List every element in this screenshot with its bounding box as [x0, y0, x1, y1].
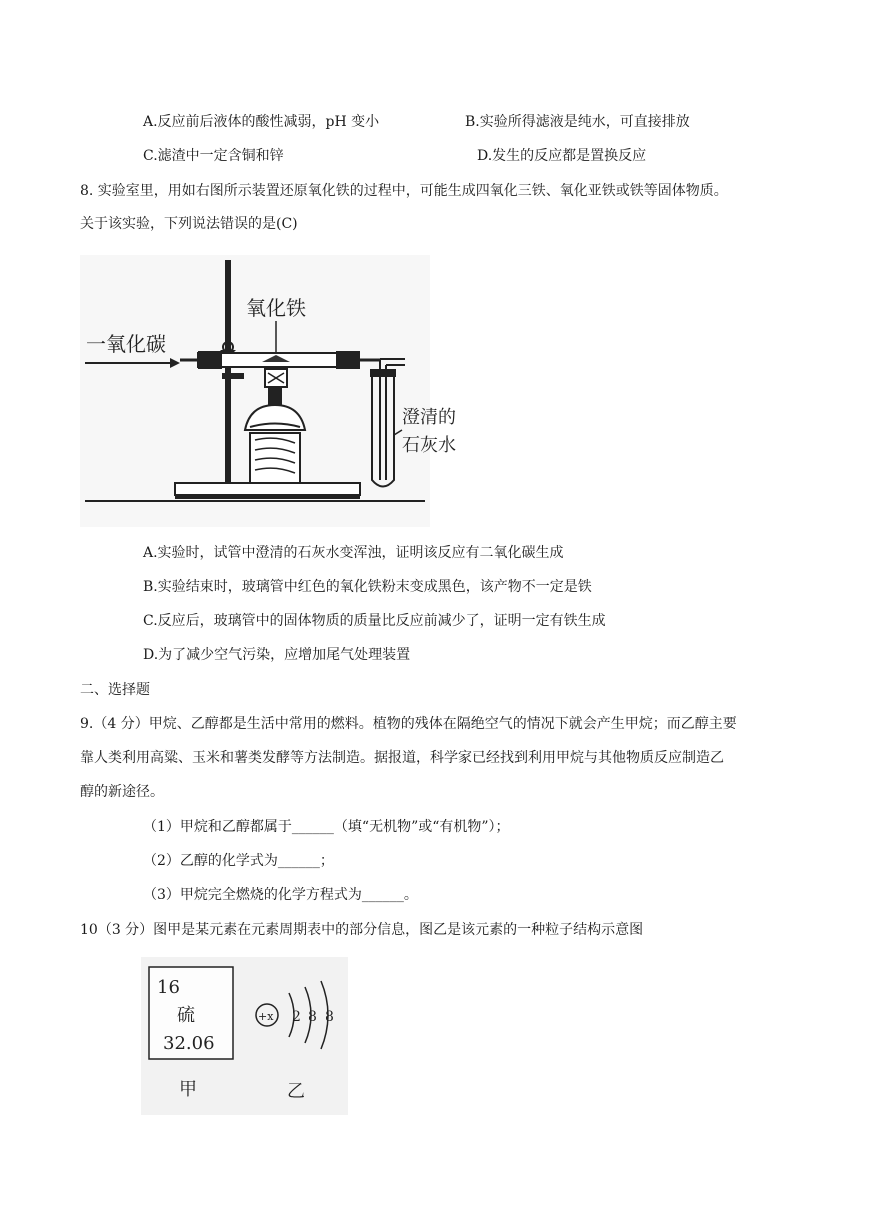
q9-stem-line1: 9.（4 分）甲烷、乙醇都是生活中常用的燃料。植物的残体在隔绝空气的情况下就会产生甲烷；而乙醇主要 [80, 716, 737, 732]
q8-option-a: A.实验时，试管中澄清的石灰水变浑浊，证明该反应有二氧化碳生成 [143, 545, 564, 561]
atomic-mass: 32.06 [163, 1033, 215, 1054]
label-carbon-monoxide: 一氧化碳 [86, 332, 166, 356]
q8-option-d: D.为了减少空气污染，应增加尾气处理装置 [143, 647, 411, 663]
q9-sub1: （1）甲烷和乙醇都属于______（填“无机物”或“有机物”）； [143, 819, 510, 835]
q7-option-a: A.反应前后液体的酸性减弱，pH 变小 [143, 114, 380, 130]
q7-option-b: B.实验所得滤液是纯水，可直接排放 [465, 114, 690, 130]
label-limewater-1: 澄清的 [402, 407, 456, 428]
label-iron-oxide: 氧化铁 [246, 296, 306, 320]
q8-option-c: C.反应后，玻璃管中的固体物质的质量比反应前减少了，证明一定有铁生成 [143, 613, 606, 629]
q9-stem-line3: 醇的新途径。 [80, 784, 164, 800]
atomic-number: 16 [157, 977, 180, 998]
q8-stem-line1: 8. 实验室里，用如右图所示装置还原氧化铁的过程中，可能生成四氧化三铁、氧化亚铁或铁等固体物质。 [80, 183, 728, 199]
shell-3-electrons: 8 [325, 1009, 334, 1025]
q9-sub2: （2）乙醇的化学式为______； [143, 853, 334, 869]
q8-option-b: B.实验结束时，玻璃管中红色的氧化铁粉末变成黑色，该产物不一定是铁 [143, 579, 592, 595]
q7-option-d: D.发生的反应都是置换反应 [477, 148, 647, 164]
q9-stem-line2: 靠人类利用高粱、玉米和薯类发酵等方法制造。据报道，科学家已经找到利用甲烷与其他物质反应制造乙 [80, 750, 724, 766]
reduction-apparatus-figure [80, 255, 456, 527]
label-limewater-2: 石灰水 [402, 435, 456, 456]
sulfur-element-figure [141, 957, 348, 1115]
shell-2-electrons: 8 [308, 1009, 317, 1025]
shell-1-electrons: 2 [292, 1009, 301, 1025]
q9-sub3: （3）甲烷完全燃烧的化学方程式为______。 [143, 887, 418, 903]
element-name: 硫 [177, 1005, 195, 1026]
nucleus-charge: +x [258, 1010, 274, 1023]
caption-jia: 甲 [179, 1079, 197, 1100]
stand-base [175, 483, 360, 495]
q7-option-c: C.滤渣中一定含铜和锌 [143, 148, 284, 164]
caption-yi: 乙 [287, 1081, 305, 1102]
stand-rod [225, 260, 231, 483]
section-heading: 二、选择题 [80, 682, 150, 698]
q10-stem: 10（3 分）图甲是某元素在元素周期表中的部分信息，图乙是该元素的一种粒子结构示意图 [80, 922, 644, 938]
q8-stem-line2: 关于该实验，下列说法错误的是(C) [80, 216, 298, 232]
